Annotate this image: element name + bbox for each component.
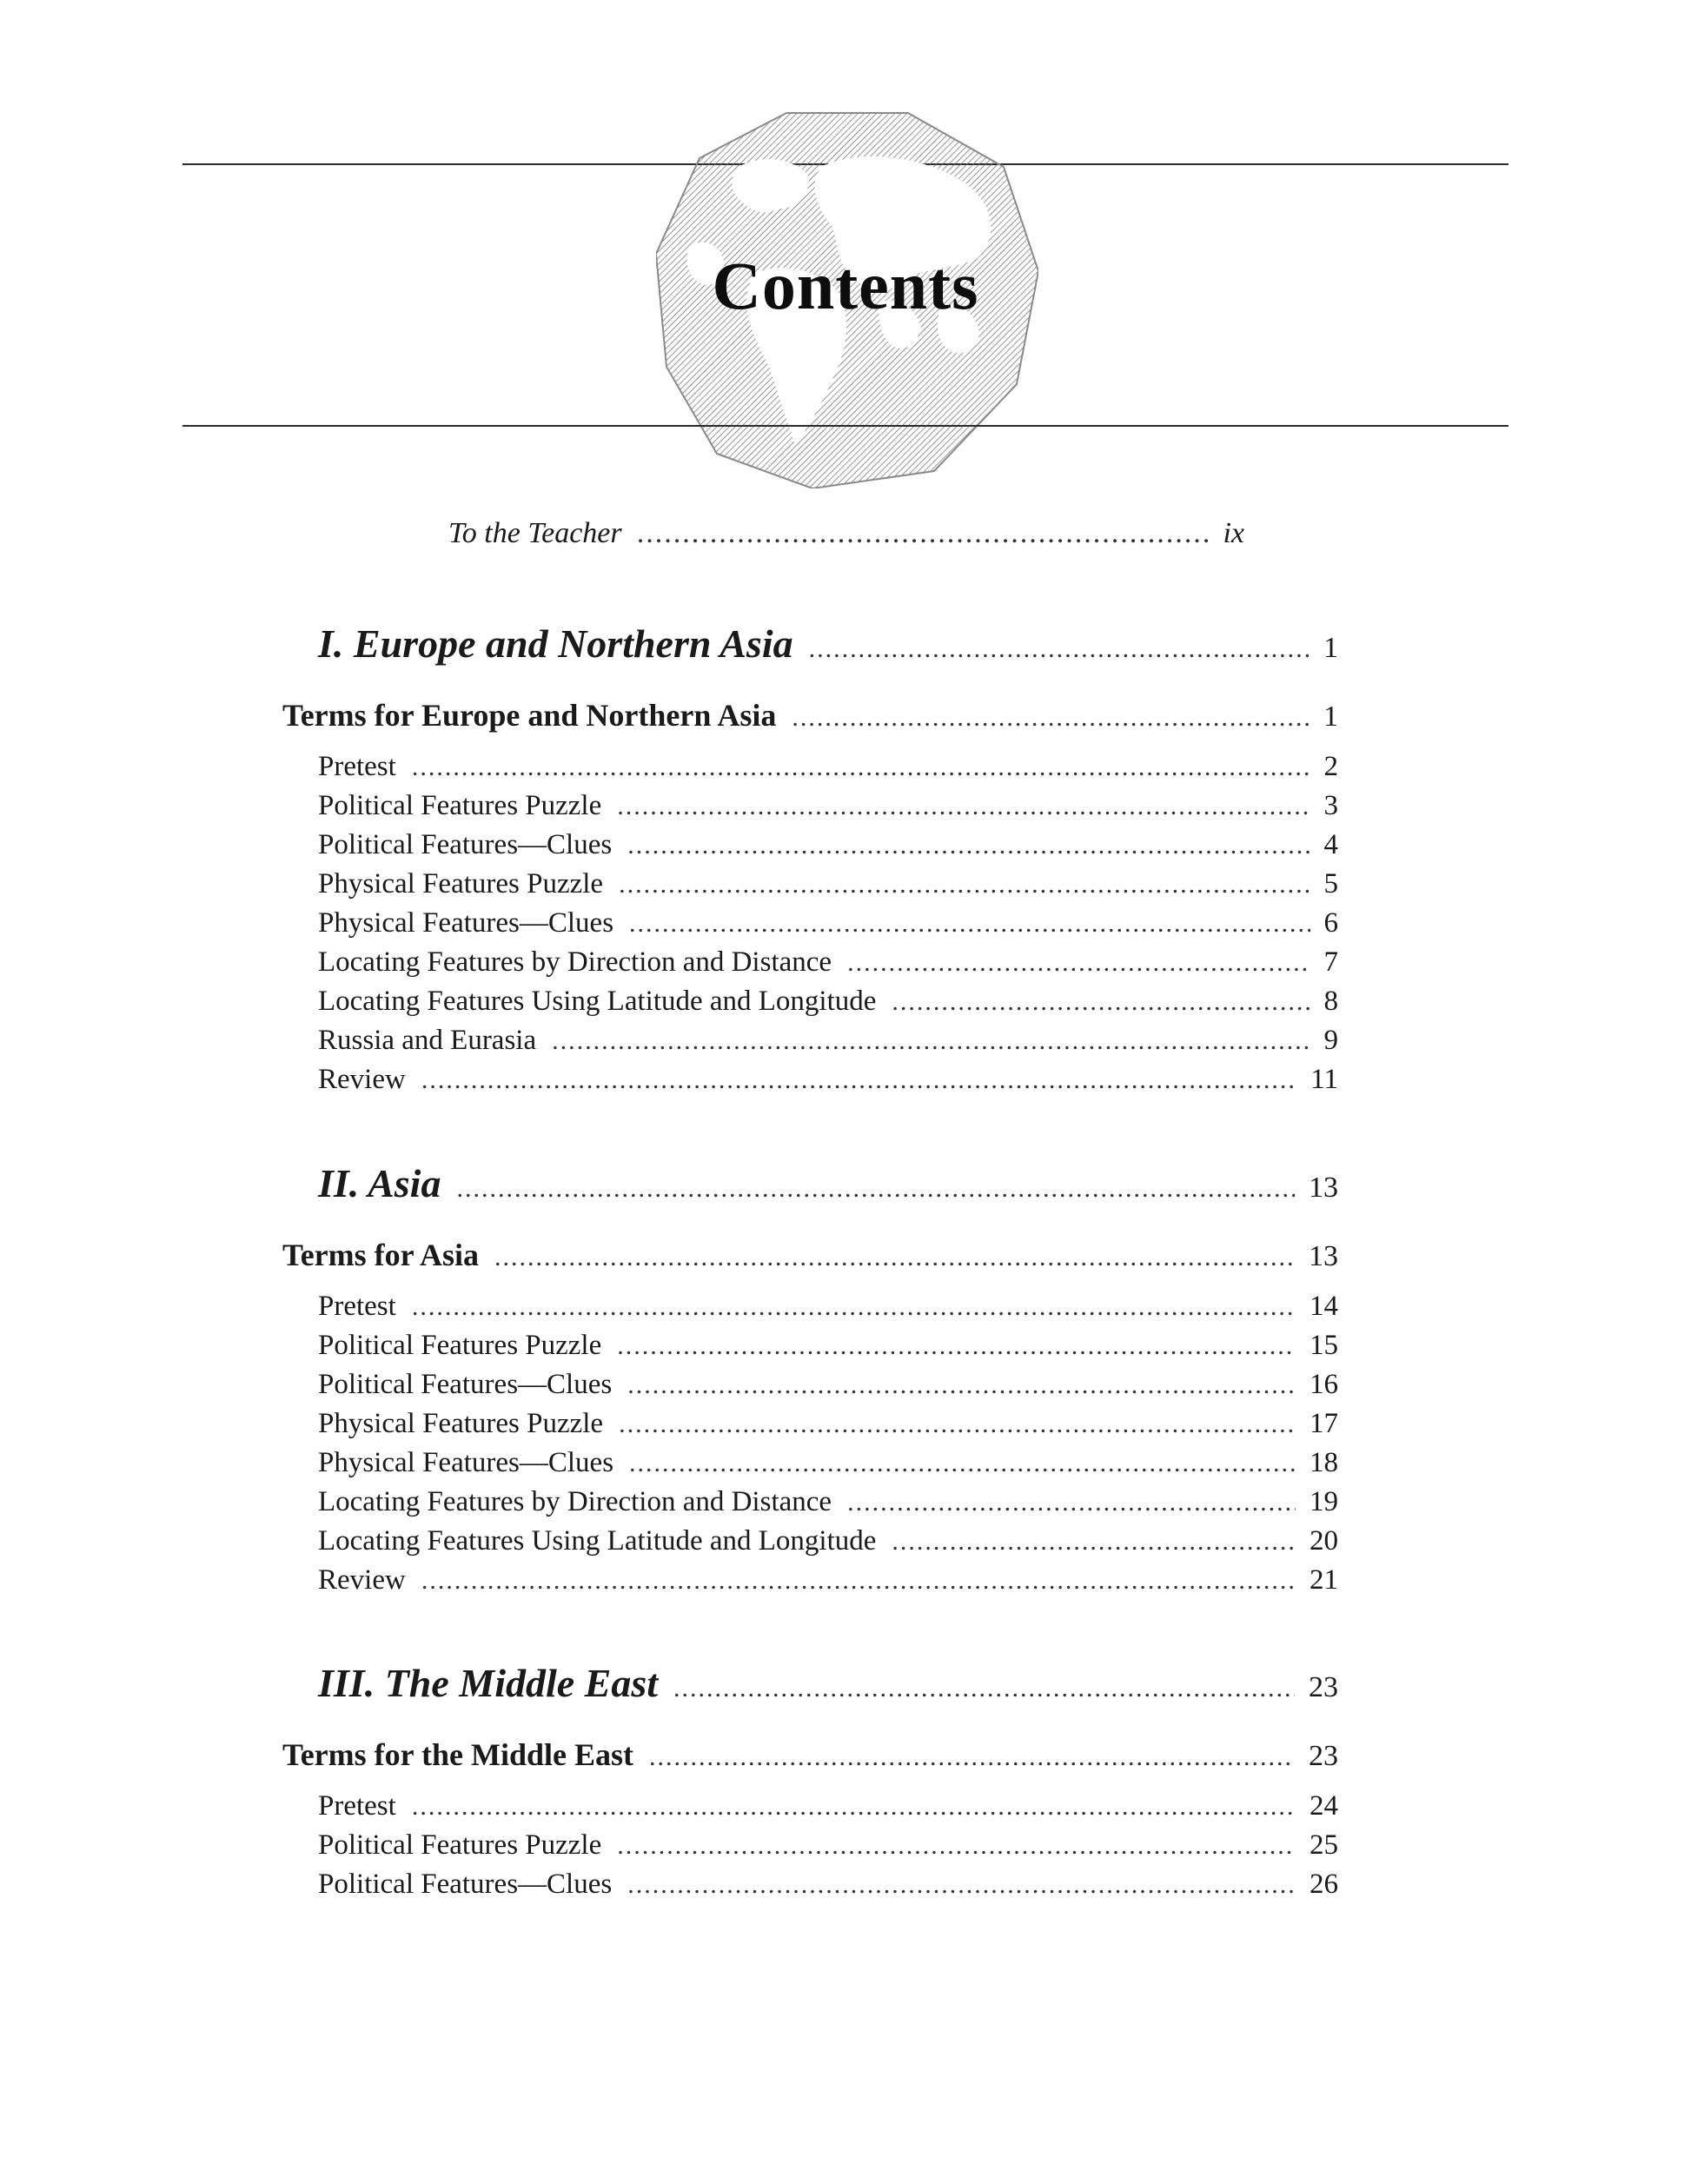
- toc-terms-label: Terms for the Middle East: [282, 1737, 633, 1772]
- toc-terms-label: Terms for Asia: [282, 1238, 480, 1272]
- toc-section-label: II. Asia: [318, 1161, 441, 1205]
- toc-entry[interactable]: [318, 1486, 1338, 1518]
- toc-page-number: 19: [1310, 1486, 1338, 1517]
- dot-leader: [892, 1527, 1296, 1557]
- toc-entry[interactable]: [318, 1408, 1338, 1440]
- toc-page-number: 9: [1323, 1025, 1338, 1056]
- toc-entry[interactable]: [318, 1025, 1338, 1057]
- dot-leader: [629, 1449, 1296, 1478]
- toc-section-heading[interactable]: [318, 1160, 1338, 1206]
- toc-page-number: 25: [1310, 1829, 1338, 1861]
- toc-entry[interactable]: [318, 907, 1338, 939]
- toc-page-number: 24: [1310, 1790, 1338, 1822]
- toc-entry[interactable]: [318, 790, 1338, 822]
- toc-entry-label: Physical Features—Clues: [318, 907, 614, 939]
- toc-entry-label: Locating Features Using Latitude and Longitude: [318, 1525, 877, 1557]
- toc-entry[interactable]: [318, 1330, 1338, 1362]
- toc-page-number: 8: [1323, 986, 1338, 1017]
- toc-page-number: 26: [1310, 1869, 1338, 1900]
- toc-page-number: 5: [1323, 868, 1338, 899]
- toc-entry-label: Physical Features Puzzle: [318, 868, 604, 899]
- dot-leader: [412, 1792, 1296, 1822]
- dot-leader: [619, 1410, 1296, 1439]
- toc-entry[interactable]: [318, 868, 1338, 900]
- toc-entry[interactable]: [318, 986, 1338, 1018]
- toc-entry[interactable]: [318, 751, 1338, 783]
- toc-page-number: 18: [1310, 1447, 1338, 1478]
- toc-entry-label: Russia and Eurasia: [318, 1025, 537, 1056]
- dot-leader: [847, 948, 1310, 978]
- dot-leader: [494, 1243, 1295, 1272]
- toc-page-number: 1: [1323, 700, 1338, 733]
- toc-page-number: 14: [1310, 1291, 1338, 1322]
- toc-entry-label: Pretest: [318, 1790, 396, 1822]
- toc-page-number: 2: [1323, 751, 1338, 782]
- dot-leader: [629, 909, 1310, 939]
- toc-entry-label: Locating Features by Direction and Distance: [318, 946, 832, 978]
- toc-section-label: I. Europe and Northern Asia: [318, 621, 793, 666]
- toc-entry[interactable]: [318, 1369, 1338, 1401]
- toc-entry[interactable]: [318, 1447, 1338, 1479]
- toc-page-number: 1: [1323, 632, 1338, 664]
- toc-page-number: 23: [1309, 1740, 1338, 1772]
- toc-entry-label: Political Features Puzzle: [318, 1330, 602, 1361]
- toc-page-number: 20: [1310, 1525, 1338, 1557]
- toc-section-label: III. The Middle East: [318, 1661, 659, 1705]
- toc-page-number: 3: [1323, 790, 1338, 821]
- toc-entry-label: Review: [318, 1564, 406, 1596]
- toc-page-number: ix: [1223, 517, 1244, 549]
- toc-entry-label: Locating Features Using Latitude and Longitude: [318, 986, 877, 1017]
- toc-entry-label: To the Teacher: [448, 517, 622, 549]
- page-title: Contents: [712, 248, 979, 323]
- toc-entry[interactable]: [318, 946, 1338, 979]
- toc-page-number: 17: [1310, 1408, 1338, 1439]
- toc-terms-entry[interactable]: [282, 1736, 1338, 1773]
- toc-terms-entry[interactable]: [282, 697, 1338, 734]
- toc-page-number: 13: [1309, 1240, 1338, 1272]
- dot-leader: [552, 1026, 1310, 1056]
- toc-page-number: 7: [1323, 946, 1338, 978]
- toc-page-number: 4: [1323, 829, 1338, 860]
- toc-entry-label: Physical Features—Clues: [318, 1447, 614, 1478]
- toc-section-heading[interactable]: [318, 1660, 1338, 1706]
- toc-entry-teacher[interactable]: [448, 517, 1244, 550]
- toc-entry-label: Political Features Puzzle: [318, 790, 602, 821]
- toc-entry[interactable]: [318, 1829, 1338, 1862]
- toc-page-number: 23: [1309, 1671, 1338, 1703]
- dot-leader: [627, 1870, 1296, 1900]
- toc-page-number: 6: [1323, 907, 1338, 939]
- header-bottom-rule: [182, 425, 1509, 427]
- dot-leader: [617, 1331, 1296, 1361]
- dot-leader: [617, 1831, 1296, 1861]
- toc-entry[interactable]: [318, 1564, 1338, 1597]
- toc-entry[interactable]: [318, 1064, 1338, 1096]
- dot-leader: [421, 1065, 1296, 1095]
- toc-entry[interactable]: [318, 829, 1338, 861]
- dot-leader: [649, 1743, 1295, 1772]
- toc-entry-label: Political Features—Clues: [318, 829, 613, 860]
- toc-page-number: 11: [1310, 1064, 1338, 1095]
- toc-page-number: 15: [1310, 1330, 1338, 1361]
- dot-leader: [617, 792, 1310, 821]
- toc-entry-label: Physical Features Puzzle: [318, 1408, 604, 1439]
- toc-section-heading[interactable]: [318, 621, 1338, 667]
- toc-entry[interactable]: [318, 1869, 1338, 1901]
- dot-leader: [792, 703, 1310, 733]
- toc-page-number: 16: [1310, 1369, 1338, 1400]
- dot-leader: [809, 634, 1310, 664]
- dot-leader: [412, 1292, 1296, 1322]
- dot-leader: [412, 753, 1310, 782]
- toc-entry-label: Political Features—Clues: [318, 1869, 613, 1900]
- dot-leader: [673, 1674, 1295, 1703]
- toc-entry[interactable]: [318, 1525, 1338, 1557]
- dot-leader: [892, 987, 1310, 1017]
- dot-leader: [619, 870, 1310, 899]
- toc-entry-label: Political Features Puzzle: [318, 1829, 602, 1861]
- toc-entry[interactable]: [318, 1291, 1338, 1323]
- toc-page-number: 21: [1310, 1564, 1338, 1596]
- toc-entry[interactable]: [318, 1790, 1338, 1822]
- toc-entry-label: Locating Features by Direction and Distance: [318, 1486, 832, 1517]
- toc-entry-label: Pretest: [318, 751, 396, 782]
- dot-leader: [421, 1566, 1296, 1596]
- dot-leader: [627, 831, 1310, 860]
- dot-leader: [638, 517, 1210, 550]
- dot-leader: [456, 1174, 1295, 1204]
- toc-terms-entry[interactable]: [282, 1237, 1338, 1273]
- dot-leader: [627, 1371, 1296, 1400]
- toc-entry-label: Pretest: [318, 1291, 396, 1322]
- toc-terms-label: Terms for Europe and Northern Asia: [282, 698, 777, 733]
- toc-entry-label: Political Features—Clues: [318, 1369, 613, 1400]
- toc-entry-label: Review: [318, 1064, 406, 1095]
- toc-page-number: 13: [1309, 1172, 1338, 1204]
- dot-leader: [847, 1488, 1296, 1517]
